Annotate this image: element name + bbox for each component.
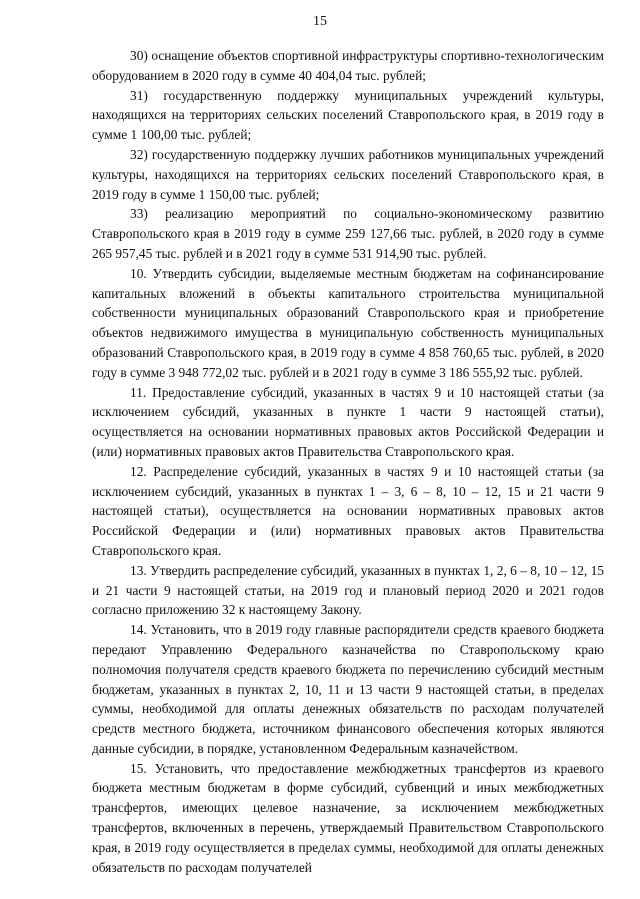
page-number: 15 (313, 14, 327, 29)
paragraph-item-32: 32) государственную поддержку лучших работников муниципальных учреждений культуры, находящихся на территориях сельских поселений Ставропольского края, в 2019 году в сумме 1 150,00 тыс. рублей; (92, 146, 604, 202)
paragraph-part-10: 10. Утвердить субсидии, выделяемые местным бюджетам на софинансирование капитальных вложений в объекты капитального строительства муниципальной собственности муниципальных образований Ставропольского края и приобретение объектов недвижимого имущества в муниципальную собственность муниципальных образований Ставропольского края, в 2019 году в сумме 4 858 760,65 тыс. рублей, в 2020 году в сумме 3 948 772,02 тыс. рублей и в 2021 году в сумме 3 186 555,92 тыс. рублей. (92, 265, 604, 380)
document-body (92, 46, 604, 877)
paragraph-item-30: 30) оснащение объектов спортивной инфраструктуры спортивно-технологическим оборудованием в 2020 году в сумме 40 404,04 тыс. рублей; (92, 48, 604, 83)
paragraph-part-13: 13. Утвердить распределение субсидий, указанных в пунктах 1, 2, 6 – 8, 10 – 12, 15 и 21 части 9 настоящей статьи, на 2019 год и плановый период 2020 и 2021 годов согласно приложению 32 к настоящему Закону. (92, 562, 604, 618)
paragraph-item-33: 33) реализацию мероприятий по социально-экономическому развитию Ставропольского края в 2019 году в сумме 259 127,66 тыс. рублей, в 2020 году в сумме 265 957,45 тыс. рублей и в 2021 году в сумме 531 914,90 тыс. рублей. (92, 206, 604, 261)
paragraph-part-12: 12. Распределение субсидий, указанных в частях 9 и 10 настоящей статьи (за исключением субсидий, указанных в пунктах 1 – 3, 6 – 8, 10 – 12, 15 и 21 части 9 настоящей статьи), осуществляется на основании нормативных правовых актов Российской Федерации и (или) нормативных правовых актов Правительства Ставропольского края. (92, 463, 604, 558)
paragraph-part-11: 11. Предоставление субсидий, указанных в частях 9 и 10 настоящей статьи (за исключением субсидий, указанных в пункте 1 части 9 настоящей статьи), осуществляется на основании нормативных правовых актов Российской Федерации и (или) нормативных правовых актов Правительства Ставропольского края. (92, 384, 604, 459)
paragraph-item-31: 31) государственную поддержку муниципальных учреждений культуры, находящихся на территориях сельских поселений Ставропольского края, в 2019 году в сумме 1 100,00 тыс. рублей; (92, 87, 604, 143)
paragraph-part-14: 14. Установить, что в 2019 году главные распорядители средств краевого бюджета передают Управлению Федерального казначейства по Ставропольскому краю полномочия получателя средств краевого бюджета по перечислению субсидий местным бюджетам, указанных в пунктах 2, 10, 11 и 13 части 9 настоящей статьи, в пределах суммы, необходимой для оплаты денежных обязательств по расходам получателей средств местного бюджета, источником финансового обеспечения которых являются данные субсидии, в порядке, установленном Федеральным казначейством. (92, 622, 604, 756)
paragraph-part-15: 15. Установить, что предоставление межбюджетных трансфертов из краевого бюджета местным бюджетам в форме субсидий, субвенций и иных межбюджетных трансфертов, имеющих целевое назначение, за исключением межбюджетных трансфертов, включенных в перечень, утверждаемый Правительством Ставропольского края, в 2019 году осуществляется в пределах суммы, необходимой для оплаты денежных обязательств по расходам получателей (92, 760, 604, 875)
